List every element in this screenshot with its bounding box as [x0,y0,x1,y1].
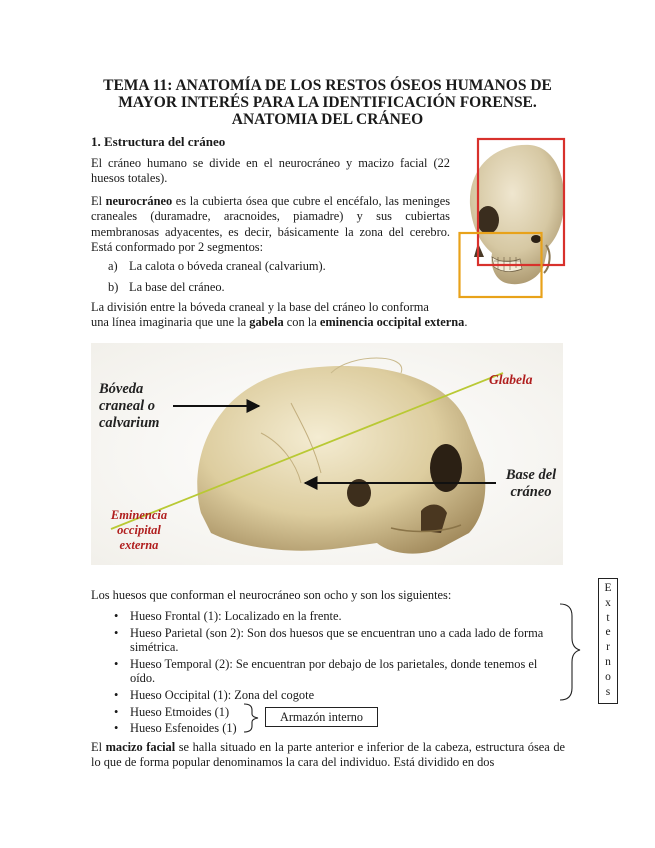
list-item-a [108,259,326,274]
list-item: • Hueso Parietal (son 2): Son dos huesos que se encuentran uno a cada lado de forma simétrica. [114,625,544,655]
page-title [90,77,565,128]
externos-letter: r [606,641,610,654]
title-line-3: ANATOMIA DEL CRÁNEO [231,111,424,128]
externos-letter: E [604,582,612,594]
externos-letter: e [605,626,611,639]
term-gabela: gabela [249,315,284,330]
term-macizo-facial: macizo facial [105,740,176,754]
externos-letter: o [605,670,611,683]
externos-letter: t [606,611,610,624]
label-boveda: Bóveda craneal o calvarium [99,381,160,431]
list-text: La base del cráneo. [129,280,225,294]
list-item: • Hueso Esfenoides (1) [114,721,237,736]
orbit [430,444,462,492]
p3-text: una línea imaginaria que une la [91,315,250,330]
list-item: • Hueso Etmoides (1) [114,704,230,719]
list-marker: b) [108,280,119,294]
list-item-b [108,280,225,295]
label-eminencia: Eminencia occipital externa [110,508,168,552]
bone-text: Hueso Parietal (son 2): Son dos huesos que se encuentran uno a cada lado de forma simétrica. [130,625,544,655]
p3-line-2 [91,315,561,330]
macizo-start: El [91,740,106,754]
term-eminencia: eminencia occipital externa [319,315,465,330]
externos-label [599,579,617,699]
externos-box [598,578,618,704]
bone-text: Hueso Esfenoides (1) [130,721,237,736]
bones-intro: Los huesos que conforman el neurocráneo son ocho y son los siguientes: [91,588,452,602]
brace-externos [560,604,580,700]
p3-line-1: La división entre la bóveda craneal y la base del cráneo lo conforma [91,300,429,314]
bone-text: Hueso Frontal (1): Localizado en la frente. [130,609,342,623]
list-item: • Hueso Frontal (1): Localizado en la frente. [114,609,342,623]
bone-text: Hueso Occipital (1): Zona del cogote [130,687,315,702]
list-item: • Hueso Temporal (2): Se encuentran por debajo de los parietales, donde tenemos el oído. [114,656,538,686]
list-item: • Hueso Occipital (1): Zona del cogote [114,687,315,702]
paragraph-macizo-facial [91,740,565,771]
skull-photo-lateral [458,135,566,299]
title-line-1: TEMA 11: ANATOMÍA DE LOS RESTOS ÓSEOS HUMANOS DE [103,77,552,94]
p2-start: El [91,194,106,208]
externos-letter: x [605,596,611,609]
externos-letter: s [605,685,611,698]
p2-rest: es la cubierta ósea que cubre el encéfalo, las meninges craneales (duramadre, aracnoides, piamadre) y sus cubiertas membranosas adyacentes, es decir, básicamente la zona del cerebro. Está conformado por 2 segmentos: [91,194,451,255]
bone-text: Hueso Temporal (2): Se encuentran por debajo de los parietales, donde tenemos el oído. [130,656,538,686]
section-heading: 1. Estructura del cráneo [91,134,226,149]
armazon-interno-box: Armazón interno [265,707,378,727]
skull-division-figure [91,343,563,565]
label-base: Base del cráneo [505,467,557,500]
list-text: La calota o bóveda craneal (calvarium). [129,259,326,273]
title-line-2: MAYOR INTERÉS PARA LA IDENTIFICACIÓN FORENSE. [118,94,537,111]
paragraph-intro: El cráneo humano se divide en el neurocráneo y macizo facial (22 huesos totales). [91,156,450,186]
paragraph-division [91,300,561,331]
externos-letter: n [605,655,611,668]
p2-bold-term: neurocráneo [105,194,173,208]
label-glabela: Glabela [489,372,533,387]
paragraph-neurocraneo [91,194,450,256]
list-marker: a) [108,259,118,273]
macizo-rest: se halla situado en la parte anterior e inferior de la cabeza, estructura ósea de lo que de forma popular denominamos la cara del individuo. Está dividido en dos [91,740,566,770]
p3-text: con la [283,315,320,330]
p3-text: . [464,315,468,330]
bone-text: Hueso Etmoides (1) [130,704,230,719]
brace-armazon [244,704,258,732]
